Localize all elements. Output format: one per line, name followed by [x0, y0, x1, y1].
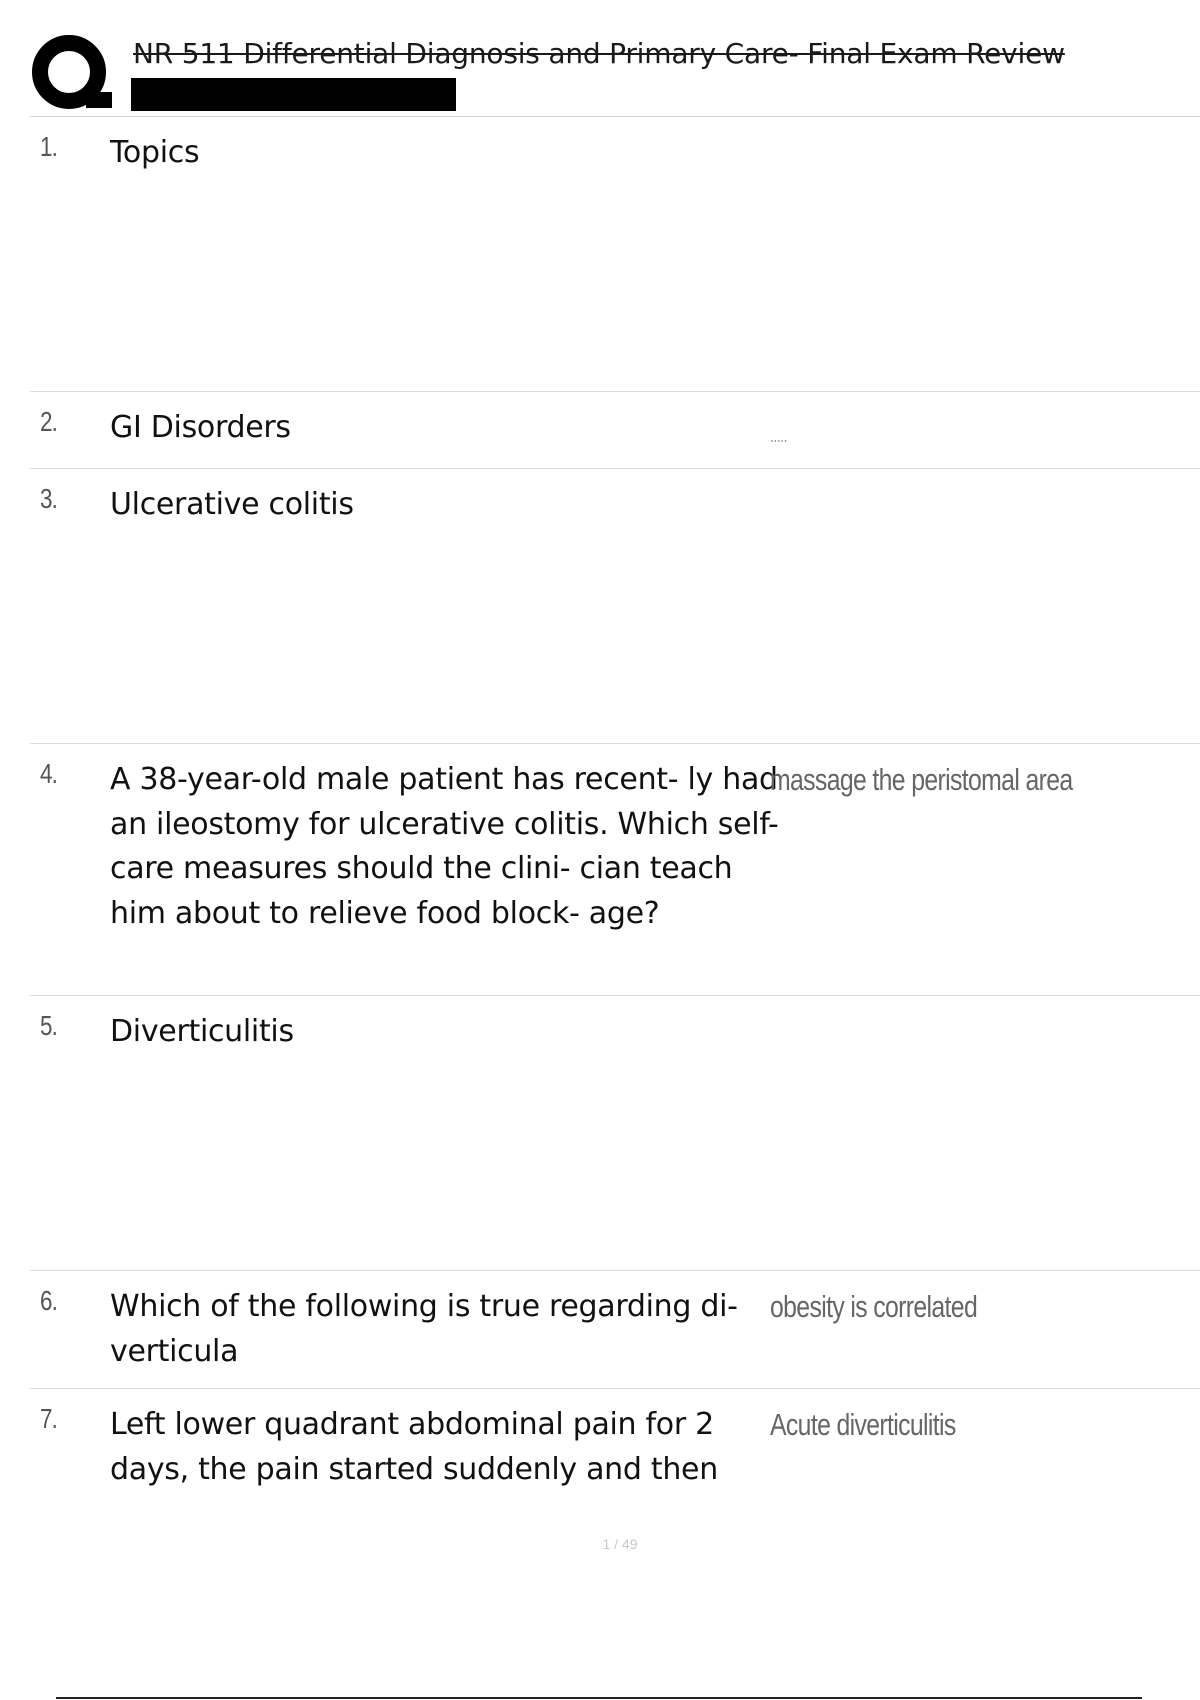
card-number: 3. [40, 483, 58, 514]
card-number: 4. [40, 758, 58, 789]
redaction-bar [131, 78, 456, 111]
flashcard-row [30, 117, 1200, 392]
document-title: NR 511 Differential Diagnosis and Primary Care- Final Exam Review [133, 37, 1065, 70]
card-number: 5. [40, 1010, 58, 1041]
card-term: Which of the following is true regarding di- verticula [110, 1289, 738, 1369]
card-number: 6. [40, 1285, 58, 1316]
card-definition: ..... [770, 426, 787, 446]
card-number: 2. [40, 406, 58, 437]
flashcard-row [30, 996, 1200, 1271]
card-definition: Acute diverticulitis [770, 1407, 956, 1442]
card-number: 7. [40, 1403, 58, 1434]
card-definition: obesity is correlated [770, 1289, 978, 1324]
card-term: GI Disorders [110, 410, 291, 445]
flashcard-row [30, 744, 1200, 996]
card-definition: massage the peristomal area [770, 762, 1073, 797]
card-number: 1. [40, 131, 58, 162]
card-term: Topics [110, 135, 200, 170]
card-term: Left lower quadrant abdominal pain for 2 days, the pain started suddenly and then [110, 1407, 718, 1487]
q-logo-icon [30, 32, 112, 114]
card-term: Diverticulitis [110, 1014, 294, 1049]
bottom-divider [56, 1697, 1142, 1699]
flashcard-row [30, 392, 1200, 469]
flashcard-row [30, 1271, 1200, 1389]
card-term: Ulcerative colitis [110, 487, 354, 522]
page-indicator: 1 / 49 [602, 1536, 638, 1552]
flashcard-row [30, 469, 1200, 744]
card-term: A 38-year-old male patient has recent- ly had an ileostomy for ulcerative colitis. Which self-care measures should the clini- cian teach him about to relieve food block- age? [110, 762, 779, 931]
flashcard-row [30, 1389, 1200, 1509]
